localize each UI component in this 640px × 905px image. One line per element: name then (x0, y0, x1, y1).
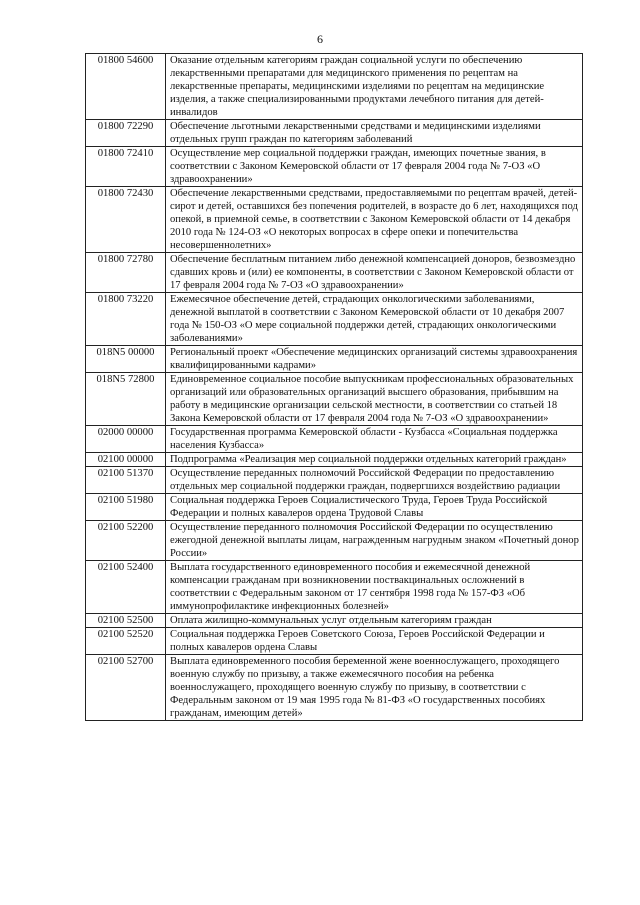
row-code: 02000 00000 (86, 426, 166, 453)
row-description: Социальная поддержка Героев Советского Союза, Героев Российской Федерации и полных кавалеров ордена Славы (166, 628, 583, 655)
table-row (86, 467, 583, 494)
table-row (86, 655, 583, 721)
row-code: 02100 52400 (86, 561, 166, 614)
row-code: 01800 72780 (86, 253, 166, 293)
table-row (86, 453, 583, 467)
page-number: 6 (317, 32, 323, 46)
row-description: Обеспечение льготными лекарственными средствами и медицинскими изделиями отдельных групп граждан по категориям заболеваний (166, 120, 583, 147)
row-code: 018N5 72800 (86, 373, 166, 426)
table-row (86, 614, 583, 628)
row-description: Ежемесячное обеспечение детей, страдающих онкологическими заболеваниями, денежной выплатой в соответствии с Законом Кемеровской области от 10 декабря 2007 года № 150-ОЗ «О мере социальной поддержки детей, страдающих онкологическими заболеваниями» (166, 293, 583, 346)
table-row (86, 120, 583, 147)
table-row (86, 187, 583, 253)
row-code: 02100 52200 (86, 521, 166, 561)
row-code: 02100 51980 (86, 494, 166, 521)
row-description: Обеспечение бесплатным питанием либо денежной компенсацией доноров, безвозмездно сдавших кровь и (или) ее компоненты, в соответствии с Законом Кемеровской области от 17 февраля 2004 года № 7-ОЗ «О здравоохранении» (166, 253, 583, 293)
row-code: 01800 72290 (86, 120, 166, 147)
row-code: 01800 72410 (86, 147, 166, 187)
row-code: 018N5 00000 (86, 346, 166, 373)
row-code: 01800 73220 (86, 293, 166, 346)
row-description: Осуществление переданного полномочия Российской Федерации по осуществлению ежегодной денежной выплаты лицам, награжденным нагрудным знаком «Почетный донор России» (166, 521, 583, 561)
budget-code-table (85, 53, 583, 721)
table-row (86, 521, 583, 561)
row-description: Подпрограмма «Реализация мер социальной поддержки отдельных категорий граждан» (166, 453, 583, 467)
row-code: 01800 54600 (86, 54, 166, 120)
row-description: Выплата единовременного пособия беременной жене военнослужащего, проходящего военную службу по призыву, а также ежемесячного пособия на ребенка военнослужащего, проходящего военную службу по призыву, в соответствии с Федеральным законом от 19 мая 1995 года № 81-ФЗ «О государственных пособиях гражданам, имеющим детей» (166, 655, 583, 721)
row-description: Осуществление переданных полномочий Российской Федерации по предоставлению отдельных мер социальной поддержки граждан, подвергшихся воздействию радиации (166, 467, 583, 494)
row-description: Осуществление мер социальной поддержки граждан, имеющих почетные звания, в соответствии с Законом Кемеровской области от 17 февраля 2004 года № 7-ОЗ «О здравоохранении» (166, 147, 583, 187)
table-row (86, 346, 583, 373)
row-description: Оказание отдельным категориям граждан социальной услуги по обеспечению лекарственными препаратами для медицинского применения по рецептам на лекарственные препараты, медицинскими изделиями по рецептам на медицинские изделия, а также специализированными продуктами лечебного питания для детей-инвалидов (166, 54, 583, 120)
row-description: Государственная программа Кемеровской области - Кузбасса «Социальная поддержка населения Кузбасса» (166, 426, 583, 453)
row-code: 02100 51370 (86, 467, 166, 494)
table-row (86, 426, 583, 453)
row-code: 02100 52500 (86, 614, 166, 628)
row-description: Единовременное социальное пособие выпускникам профессиональных образовательных организаций или образовательных организаций высшего образования, прибывшим на работу в медицинские организации сельской местности, в соответствии со статьей 18 Закона Кемеровской области от 17 февраля 2004 года № 7-ОЗ «О здравоохранении» (166, 373, 583, 426)
table-row (86, 253, 583, 293)
row-description: Обеспечение лекарственными средствами, предоставляемыми по рецептам врачей, детей-сирот и детей, оставшихся без попечения родителей, в возрасте до 6 лет, находящихся под опекой, в приемной семье, в соответствии с Законом Кемеровской области от 14 декабря 2010 года № 124-ОЗ «О некоторых вопросах в сфере опеки и попечительства несовершеннолетних» (166, 187, 583, 253)
row-description: Выплата государственного единовременного пособия и ежемесячной денежной компенсации гражданам при возникновении поствакцинальных осложнений в соответствии с Федеральным законом от 17 сентября 1998 года № 157-ФЗ «Об иммунопрофилактике инфекционных болезней» (166, 561, 583, 614)
row-description: Оплата жилищно-коммунальных услуг отдельным категориям граждан (166, 614, 583, 628)
table-row (86, 561, 583, 614)
table-row (86, 147, 583, 187)
table-row (86, 628, 583, 655)
row-description: Социальная поддержка Героев Социалистического Труда, Героев Труда Российской Федерации и полных кавалеров ордена Трудовой Славы (166, 494, 583, 521)
table-row (86, 494, 583, 521)
table-row (86, 54, 583, 120)
row-description: Региональный проект «Обеспечение медицинских организаций системы здравоохранения квалифицированными кадрами» (166, 346, 583, 373)
table-row (86, 293, 583, 346)
row-code: 02100 52700 (86, 655, 166, 721)
table-row (86, 373, 583, 426)
row-code: 01800 72430 (86, 187, 166, 253)
row-code: 02100 52520 (86, 628, 166, 655)
row-code: 02100 00000 (86, 453, 166, 467)
